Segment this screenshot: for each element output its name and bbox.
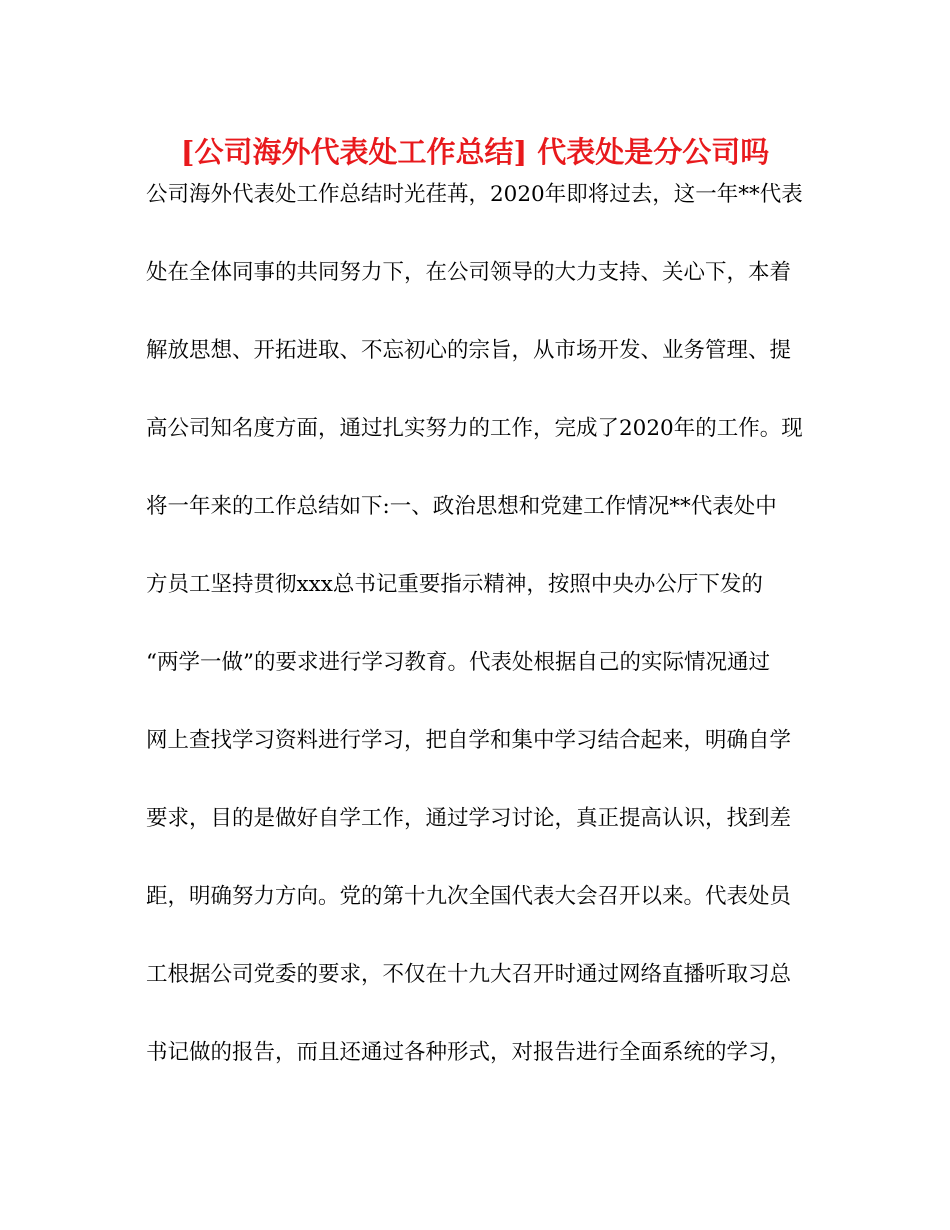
body-line-11: 工根据公司党委的要求，不仅在十九大召开时通过网络直播听取习总 (146, 962, 792, 987)
body-line-6: 方员工坚持贯彻xxx总书记重要指示精神，按照中央办公厅下发的 (146, 572, 763, 597)
body-line-12: 书记做的报告，而且还通过各种形式，对报告进行全面系统的学习， (146, 1040, 792, 1065)
body-line-10: 距，明确努力方向。党的第十九次全国代表大会召开以来。代表处员 (146, 884, 792, 909)
body-line-1: 公司海外代表处工作总结时光荏苒，2020年即将过去，这一年**代表 (146, 182, 803, 207)
body-line-9: 要求，目的是做好自学工作，通过学习讨论，真正提高认识，找到差 (146, 806, 792, 831)
body-line-3: 解放思想、开拓进取、不忘初心的宗旨，从市场开发、业务管理、提 (146, 338, 792, 363)
body-line-8: 网上查找学习资料进行学习，把自学和集中学习结合起来，明确自学 (146, 728, 792, 753)
body-line-7: “两学一做”的要求进行学习教育。代表处根据自己的实际情况通过 (146, 650, 770, 675)
body-line-2: 处在全体同事的共同努力下，在公司领导的大力支持、关心下，本着 (146, 260, 792, 285)
body-line-5: 将一年来的工作总结如下:一、政治思想和党建工作情况**代表处中 (146, 494, 777, 519)
body-line-4: 高公司知名度方面，通过扎实努力的工作，完成了2020年的工作。现 (146, 416, 803, 441)
document-title: [公司海外代表处工作总结] 代表处是分公司吗 (180, 135, 770, 169)
